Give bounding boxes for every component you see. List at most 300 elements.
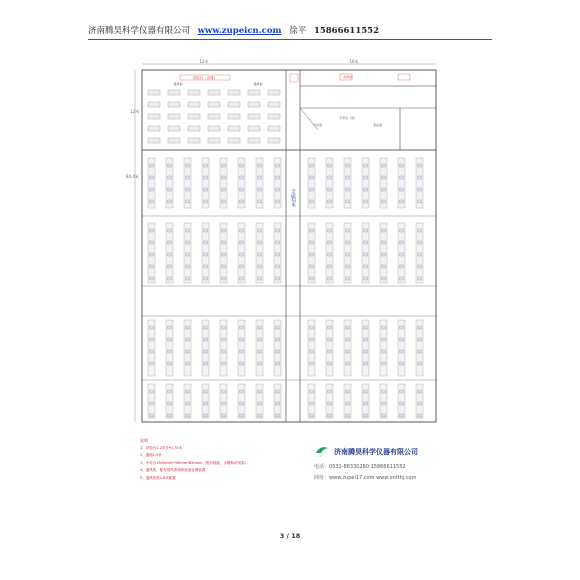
bench-seat bbox=[418, 229, 422, 232]
bench-seat bbox=[310, 229, 314, 232]
bench-seat bbox=[418, 414, 422, 417]
logo-phone-line bbox=[314, 463, 406, 470]
bench-seat bbox=[364, 338, 368, 341]
top-left-marker bbox=[290, 74, 298, 82]
bench-seat bbox=[418, 350, 422, 353]
desk bbox=[248, 138, 260, 143]
bench-seat bbox=[276, 188, 280, 191]
bench-seat bbox=[204, 362, 208, 365]
legend-item: 2、通道1.5米 bbox=[140, 453, 162, 457]
bench-seat bbox=[328, 390, 332, 393]
bench-seat bbox=[310, 338, 314, 341]
bench-seat bbox=[168, 277, 172, 280]
bench-seat bbox=[418, 253, 422, 256]
bench-seat bbox=[186, 402, 190, 405]
bench-seat bbox=[186, 188, 190, 191]
bench-seat bbox=[150, 229, 154, 232]
bench-seat bbox=[222, 176, 226, 179]
bench-seat bbox=[346, 229, 350, 232]
bench-seat bbox=[276, 176, 280, 179]
bench-seat bbox=[186, 350, 190, 353]
desk bbox=[168, 114, 180, 119]
desk bbox=[268, 90, 280, 95]
bench-seat bbox=[150, 200, 154, 203]
bench-seat bbox=[346, 326, 350, 329]
bench bbox=[308, 384, 315, 418]
desk bbox=[228, 114, 240, 119]
bench-seat bbox=[204, 265, 208, 268]
bench-seat bbox=[310, 414, 314, 417]
bench-seat bbox=[204, 277, 208, 280]
bench bbox=[148, 384, 155, 418]
bench-seat bbox=[310, 265, 314, 268]
bench bbox=[274, 384, 281, 418]
bench-seat bbox=[204, 164, 208, 167]
bench-seat bbox=[258, 241, 262, 244]
bench-seat bbox=[276, 253, 280, 256]
bench-seat bbox=[222, 350, 226, 353]
bench-seat bbox=[168, 414, 172, 417]
header-url[interactable]: www.zupeicn.com bbox=[197, 26, 282, 36]
desk bbox=[248, 90, 260, 95]
top-room-label-3: 通风柜 bbox=[253, 82, 263, 86]
bench-seat bbox=[400, 188, 404, 191]
bench-seat bbox=[240, 277, 244, 280]
bench-seat bbox=[418, 164, 422, 167]
bench bbox=[344, 384, 351, 418]
logo-company-name: 济南腾昊科学仪器有限公司 bbox=[334, 448, 418, 456]
bench-seat bbox=[382, 265, 386, 268]
bench-seat bbox=[168, 188, 172, 191]
bench-seat bbox=[364, 176, 368, 179]
bench-seat bbox=[382, 402, 386, 405]
bench-seat bbox=[168, 326, 172, 329]
bench-seat bbox=[276, 362, 280, 365]
bench-seat bbox=[310, 362, 314, 365]
bench-seat bbox=[150, 362, 154, 365]
bench-seat bbox=[328, 176, 332, 179]
bench-seat bbox=[310, 200, 314, 203]
bench-seat bbox=[328, 188, 332, 191]
bench-seat bbox=[240, 338, 244, 341]
bench-seat bbox=[418, 241, 422, 244]
bench-seat bbox=[204, 241, 208, 244]
bench-seat bbox=[276, 390, 280, 393]
bench-seat bbox=[204, 350, 208, 353]
bench-seat bbox=[240, 253, 244, 256]
bench-seat bbox=[258, 362, 262, 365]
bench-seat bbox=[204, 326, 208, 329]
bench-seat bbox=[310, 390, 314, 393]
bench-seat bbox=[364, 241, 368, 244]
bench-seat bbox=[276, 326, 280, 329]
bench-seat bbox=[240, 350, 244, 353]
bench-seat bbox=[150, 414, 154, 417]
bench-seat bbox=[382, 164, 386, 167]
bench-seat bbox=[204, 253, 208, 256]
bench-seat bbox=[222, 390, 226, 393]
bench-seat bbox=[328, 326, 332, 329]
bench-seat bbox=[346, 414, 350, 417]
bench-seat bbox=[222, 164, 226, 167]
bench-seat bbox=[418, 188, 422, 191]
bench-seat bbox=[222, 277, 226, 280]
floor-plan bbox=[118, 58, 448, 438]
logo-phone: 0531-86330260 15866611552 bbox=[329, 464, 406, 470]
bench-seat bbox=[186, 253, 190, 256]
bench-seat bbox=[400, 338, 404, 341]
bench-seat bbox=[150, 188, 154, 191]
bench bbox=[220, 384, 227, 418]
bench-seat bbox=[400, 164, 404, 167]
bench-seat bbox=[328, 200, 332, 203]
desk bbox=[188, 102, 200, 107]
bench-seat bbox=[258, 176, 262, 179]
bench-seat bbox=[400, 390, 404, 393]
bench-seat bbox=[364, 402, 368, 405]
bench-seat bbox=[346, 241, 350, 244]
header-phone: 15866611552 bbox=[313, 26, 379, 36]
bench-seat bbox=[240, 265, 244, 268]
bench-seat bbox=[222, 188, 226, 191]
bench-seat bbox=[240, 176, 244, 179]
bench-seat bbox=[222, 253, 226, 256]
bench-seat bbox=[382, 362, 386, 365]
bench bbox=[256, 384, 263, 418]
bench-seat bbox=[204, 402, 208, 405]
bench-seat bbox=[364, 265, 368, 268]
bench-seat bbox=[258, 390, 262, 393]
bench-seat bbox=[364, 164, 368, 167]
bench-seat bbox=[258, 326, 262, 329]
bench-seat bbox=[382, 241, 386, 244]
bench-seat bbox=[168, 362, 172, 365]
bench-seat bbox=[222, 265, 226, 268]
bench-seat bbox=[204, 200, 208, 203]
company-logo-block bbox=[314, 443, 464, 493]
bench-seat bbox=[186, 164, 190, 167]
legend-item: 3、中央台1500mm*750mm*850mm（配有插座、水槽和试剂架） bbox=[140, 460, 248, 465]
bench-seat bbox=[276, 277, 280, 280]
header-company: 济南腾昊科学仪器有限公司 bbox=[88, 26, 191, 36]
bench-group bbox=[148, 90, 423, 418]
bench-seat bbox=[258, 265, 262, 268]
bench-seat bbox=[310, 253, 314, 256]
bench-seat bbox=[382, 277, 386, 280]
bench-seat bbox=[240, 241, 244, 244]
bench-seat bbox=[382, 188, 386, 191]
bench-seat bbox=[346, 200, 350, 203]
mid-room-label-2: 天平台（双） bbox=[338, 116, 358, 120]
bench-seat bbox=[346, 390, 350, 393]
dimension-left-lower: 84.4米 bbox=[126, 174, 139, 179]
bench-seat bbox=[168, 402, 172, 405]
bench-seat bbox=[168, 338, 172, 341]
bench-seat bbox=[186, 265, 190, 268]
bench-seat bbox=[328, 253, 332, 256]
desk bbox=[168, 102, 180, 107]
bench-seat bbox=[204, 176, 208, 179]
desk bbox=[188, 126, 200, 131]
bench-seat bbox=[168, 241, 172, 244]
bench-seat bbox=[276, 265, 280, 268]
bench-seat bbox=[346, 362, 350, 365]
bench-seat bbox=[276, 402, 280, 405]
bench-seat bbox=[418, 390, 422, 393]
page-header bbox=[88, 24, 492, 40]
bench-seat bbox=[186, 362, 190, 365]
bench-seat bbox=[418, 176, 422, 179]
bench-seat bbox=[346, 176, 350, 179]
desk bbox=[148, 126, 160, 131]
bench-seat bbox=[328, 265, 332, 268]
bench-seat bbox=[364, 253, 368, 256]
bench-seat bbox=[346, 265, 350, 268]
dimension-top-left: 12米 bbox=[199, 59, 209, 64]
bench-seat bbox=[222, 362, 226, 365]
bench-seat bbox=[276, 200, 280, 203]
bench-seat bbox=[222, 200, 226, 203]
bench-seat bbox=[204, 229, 208, 232]
bench-seat bbox=[240, 362, 244, 365]
bench-seat bbox=[150, 176, 154, 179]
bench-seat bbox=[222, 338, 226, 341]
bench-seat bbox=[258, 253, 262, 256]
bench-seat bbox=[310, 350, 314, 353]
bench-seat bbox=[186, 200, 190, 203]
bench-seat bbox=[276, 414, 280, 417]
desk bbox=[208, 126, 220, 131]
bench-seat bbox=[400, 176, 404, 179]
bench-seat bbox=[382, 253, 386, 256]
bench-seat bbox=[168, 253, 172, 256]
desk bbox=[148, 102, 160, 107]
legend bbox=[140, 437, 290, 482]
bench-seat bbox=[310, 277, 314, 280]
bench bbox=[416, 384, 423, 418]
bench-seat bbox=[168, 350, 172, 353]
bench-seat bbox=[186, 176, 190, 179]
bench-seat bbox=[240, 402, 244, 405]
bench-seat bbox=[364, 326, 368, 329]
bench-seat bbox=[310, 188, 314, 191]
bench bbox=[184, 384, 191, 418]
bench-seat bbox=[150, 277, 154, 280]
logo-site-label: 网址： bbox=[314, 475, 330, 481]
bench-seat bbox=[382, 326, 386, 329]
bench-seat bbox=[168, 176, 172, 179]
bench-seat bbox=[400, 265, 404, 268]
bench-seat bbox=[150, 164, 154, 167]
desk bbox=[168, 90, 180, 95]
desk bbox=[268, 138, 280, 143]
logo-site-line bbox=[314, 474, 416, 481]
bench-seat bbox=[328, 241, 332, 244]
bench-seat bbox=[328, 277, 332, 280]
bench-seat bbox=[328, 164, 332, 167]
bench-seat bbox=[240, 200, 244, 203]
logo-phone-label: 电话： bbox=[314, 464, 330, 470]
bench-seat bbox=[418, 200, 422, 203]
bench-seat bbox=[382, 350, 386, 353]
bench-seat bbox=[310, 176, 314, 179]
bench-seat bbox=[276, 338, 280, 341]
bench-seat bbox=[382, 229, 386, 232]
bench-seat bbox=[346, 402, 350, 405]
bench bbox=[166, 384, 173, 418]
company-logo-icon bbox=[314, 445, 330, 459]
bench bbox=[398, 384, 405, 418]
desk bbox=[248, 114, 260, 119]
bench-seat bbox=[382, 200, 386, 203]
bench-seat bbox=[382, 414, 386, 417]
desk bbox=[208, 90, 220, 95]
bench-seat bbox=[222, 229, 226, 232]
legend-item: 1、试验台1.2米长*0.75米 bbox=[140, 445, 182, 450]
bench-seat bbox=[186, 390, 190, 393]
bench-seat bbox=[204, 338, 208, 341]
bench-seat bbox=[400, 326, 404, 329]
bench-seat bbox=[382, 338, 386, 341]
bench bbox=[238, 384, 245, 418]
bench-seat bbox=[150, 402, 154, 405]
bench-seat bbox=[240, 326, 244, 329]
top-room-label-1: 试验台（双排） bbox=[192, 76, 218, 80]
desk bbox=[208, 114, 220, 119]
bench-seat bbox=[400, 200, 404, 203]
bench-seat bbox=[258, 164, 262, 167]
bench-seat bbox=[418, 338, 422, 341]
bench-seat bbox=[364, 200, 368, 203]
corridor-label: 走廊2米 bbox=[290, 188, 296, 208]
desk bbox=[228, 126, 240, 131]
bench-seat bbox=[222, 326, 226, 329]
bench-seat bbox=[240, 188, 244, 191]
bench-seat bbox=[222, 241, 226, 244]
bench-seat bbox=[276, 350, 280, 353]
bench-seat bbox=[258, 414, 262, 417]
bench-seat bbox=[418, 265, 422, 268]
bench-seat bbox=[168, 265, 172, 268]
bench bbox=[380, 384, 387, 418]
bench-seat bbox=[150, 241, 154, 244]
bench-seat bbox=[418, 326, 422, 329]
desk bbox=[268, 126, 280, 131]
bench-seat bbox=[328, 362, 332, 365]
desk bbox=[188, 114, 200, 119]
top-room-label-4: 洗涤池 bbox=[343, 75, 353, 79]
bench-seat bbox=[400, 362, 404, 365]
bench-seat bbox=[150, 390, 154, 393]
bench-seat bbox=[400, 350, 404, 353]
bench-seat bbox=[310, 402, 314, 405]
bench-seat bbox=[186, 241, 190, 244]
dimension-top-right: 16米 bbox=[349, 59, 359, 64]
bench-seat bbox=[168, 390, 172, 393]
bench-seat bbox=[400, 229, 404, 232]
bench-seat bbox=[346, 338, 350, 341]
bench-seat bbox=[418, 277, 422, 280]
desk bbox=[148, 114, 160, 119]
bench-seat bbox=[222, 414, 226, 417]
bench-seat bbox=[240, 390, 244, 393]
bench-seat bbox=[204, 414, 208, 417]
bench-seat bbox=[364, 390, 368, 393]
bench-seat bbox=[276, 229, 280, 232]
bench-seat bbox=[258, 277, 262, 280]
bench-seat bbox=[400, 402, 404, 405]
dimension-left-upper: 12米 bbox=[130, 109, 140, 114]
desk bbox=[228, 138, 240, 143]
bench-seat bbox=[150, 265, 154, 268]
bench-seat bbox=[346, 350, 350, 353]
desk bbox=[168, 126, 180, 131]
bench-seat bbox=[400, 277, 404, 280]
desk bbox=[248, 126, 260, 131]
bench-seat bbox=[258, 200, 262, 203]
bench-seat bbox=[328, 338, 332, 341]
desk bbox=[268, 114, 280, 119]
top-room-label-2: 通风柜 bbox=[173, 82, 183, 86]
header-contact: 徐平 bbox=[289, 26, 307, 36]
bench-seat bbox=[258, 338, 262, 341]
logo-site: www.zupei17.com www.ontthj.com bbox=[329, 475, 417, 481]
bench-seat bbox=[364, 229, 368, 232]
bench-seat bbox=[204, 188, 208, 191]
bench-seat bbox=[240, 229, 244, 232]
bench-seat bbox=[400, 253, 404, 256]
bench-seat bbox=[240, 414, 244, 417]
bench-seat bbox=[186, 414, 190, 417]
top-right-marker-2 bbox=[398, 74, 410, 80]
bench bbox=[202, 384, 209, 418]
bench-seat bbox=[276, 164, 280, 167]
bench-seat bbox=[168, 229, 172, 232]
bench-seat bbox=[382, 390, 386, 393]
bench-seat bbox=[310, 326, 314, 329]
desk bbox=[148, 138, 160, 143]
bench-seat bbox=[150, 350, 154, 353]
bench-seat bbox=[186, 229, 190, 232]
legend-item: 5、通风柜按1.8米配置 bbox=[140, 475, 176, 480]
desk bbox=[168, 138, 180, 143]
floor-plan-drawing bbox=[118, 58, 448, 438]
bench-seat bbox=[168, 164, 172, 167]
bench-seat bbox=[328, 229, 332, 232]
bench-seat bbox=[186, 277, 190, 280]
bench bbox=[362, 384, 369, 418]
bench-seat bbox=[364, 350, 368, 353]
bench-seat bbox=[240, 164, 244, 167]
page-number: 3 / 18 bbox=[279, 532, 301, 540]
desk bbox=[208, 138, 220, 143]
bench-seat bbox=[400, 241, 404, 244]
mid-room-label-1: 中间台 bbox=[313, 123, 323, 127]
bench-seat bbox=[150, 338, 154, 341]
desk bbox=[248, 102, 260, 107]
bench-seat bbox=[418, 402, 422, 405]
desk bbox=[208, 102, 220, 107]
legend-item: 4、通风柜，配有排风系统和废液处理装置 bbox=[140, 468, 206, 472]
bench-seat bbox=[186, 338, 190, 341]
bench-seat bbox=[328, 414, 332, 417]
bench-seat bbox=[346, 253, 350, 256]
bench-seat bbox=[310, 241, 314, 244]
desk bbox=[228, 102, 240, 107]
mid-room-label-3: 药品柜 bbox=[373, 123, 383, 127]
bench-seat bbox=[276, 241, 280, 244]
desk bbox=[188, 90, 200, 95]
